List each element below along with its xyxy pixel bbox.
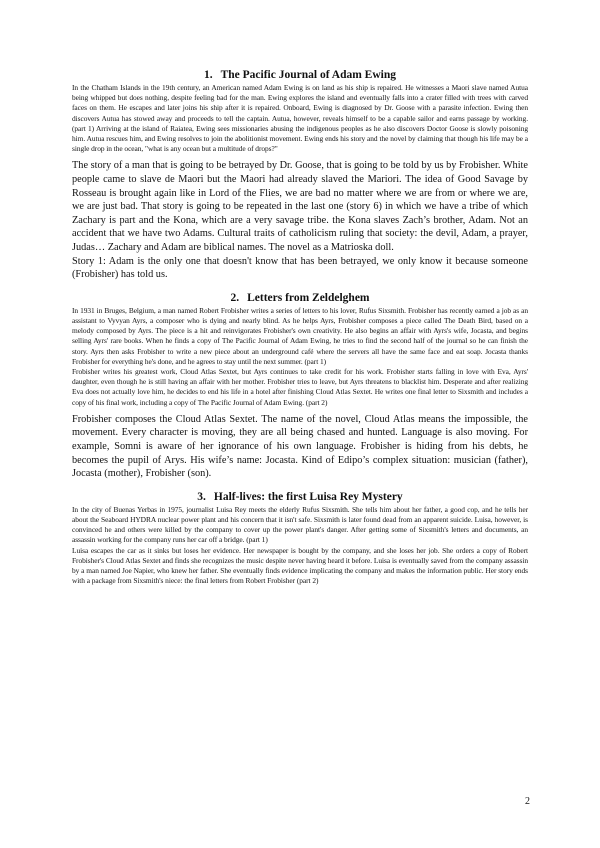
- section-summary: Luisa escapes the car as it sinks but loses her evidence. Her newspaper is bought by the company, and she loses her job. She orders a copy of Robert Frobisher's Cloud Atlas Sextet and finds she recognizes the music despite never having heard it before. Luisa is eventually saved from the company assassin by a man named Joe Napier, who knew her father. She eventually finds evidence implicating the company and makes the information public. Her story ends with a package from Sixsmith's niece: the final letters from Robert Frobisher (part 2): [72, 545, 528, 586]
- section-heading: [72, 291, 528, 306]
- section-number: 3.: [197, 490, 206, 503]
- section-summary: In 1931 in Bruges, Belgium, a man named Robert Frobisher writes a series of letters to his lover, Rufus Sixsmith. Frobisher has recently earned a job as an assistant to Vyvyan Ayrs, a composer who is dying and nearly blind. As he helps Ayrs, Frobisher composes a piece called The Death Bird, based on a melody composed by Ayrs. The piece is a hit and reinvigorates Frobisher's own creativity. He also begins an affair with Ayrs's wife, Jocasta, and begins selling Ayrs' rare books. When he finds a copy of The Pacific Journal of Adam Ewing, he tries to find the second half of the journal so he can finish the story. Ayrs then asks Frobisher to write a new piece about an underground café where the servers all have the same face and eat soap. Jocasta thanks Frobisher for everything he's done, and he agrees to stay until the next summer. (part 1): [72, 305, 528, 366]
- page-number: 2: [525, 796, 530, 807]
- section-summary: In the Chatham Islands in the 19th century, an American named Adam Ewing is on land as his ship is repaired. He witnesses a Maori slave named Autua being whipped but does nothing, despite feeling bad for the man. Ewing explores the island and eventually falls into a crater filled with trees with carved faces on them. He escapes and later joins his ship after it is repaired. Onboard, Ewing is diagnosed by Dr. Goose with a parasite infection. Ewing then discovers Autua has stowed away and proceeds to tell the captain. Autua, however, reveals himself to be a capable sailor and earns passage by working. (part 1) Arriving at the island of Raiatea, Ewing sees missionaries abusing the indigenous peoples as he also discovers Doctor Goose is slowly poisoning him. Autua rescues him, and Ewing resolves to join the abolitionist movement. Ewing ends his story and the novel by claiming that though his life may be a single drop in the ocean, "what is any ocean but a multitude of drops?": [72, 83, 528, 154]
- section-title: Half-lives: the first Luisa Rey Mystery: [213, 490, 403, 503]
- section-title: The Pacific Journal of Adam Ewing: [220, 69, 396, 81]
- section-number: 1.: [203, 69, 213, 81]
- section-number: 2.: [230, 291, 240, 304]
- section-summary: In the city of Buenas Yerbas in 1975, journalist Luisa Rey meets the elderly Rufus Sixsmith. She tells him about her father, a good cop, and he tells her about the Seaboard HYDRA nuclear power plant and his concern that it isn't safe. Sixsmith is later found dead from an apparent suicide. Luisa, however, is convinced he and others were killed by the company to cover up the power plant's danger. After getting some of Sixsmith's letters and documents, an assassin working for the company runs her car off a bridge. (part 1): [72, 504, 528, 545]
- section-heading: [72, 490, 528, 505]
- section-notes: Frobisher composes the Cloud Atlas Sextet. The name of the novel, Cloud Atlas means the impossible, the movement. Every character is moving, they are all being chased and hunted. Language is also moving. For example, Somni is aware of her ignorance of his own language. Frobisher is hiding from his debts, he becomes the pupil of Arys. His wife’s name: Jocasta. Kind of Edipo’s complex situation: musician (father), Jocasta (mother), Frobisher (son).: [72, 413, 528, 480]
- section-notes: The story of a man that is going to be betrayed by Dr. Goose, that is going to be told by us by Frobisher. White people came to slave de Maori but the Maori had already slaved the Mariori. The idea of Good Savage by Rosseau is brought again like in Lord of the Flies, we are bad no matter where we are from or where we are, we are just bad. That story is going to be repeated in the last one (story 6) in which we have a tribe of which Zachary is part and the Kona, which are a very savage tribe. the Kona slaves Zach’s brother, Adam. Not an accident that we have two Adams. Cultural traits of catholicism ruling that society: the devil, Adam, a prayer, Judas… Zachary and Adam are biblical names. The novel as a Matrioska doll.: [72, 160, 528, 253]
- section-heading: [72, 68, 528, 83]
- section-summary: Frobisher writes his greatest work, Cloud Atlas Sextet, but Ayrs continues to take credit for his work. Frobisher starts falling in love with Eva, Ayrs' daughter, even though he is still having an affair with her mother. Frobisher tries to leave, but Ayrs threatens to blacklist him. Desperate and after realizing Eva does not actually love him, he decides to end his life in a hotel after finishing Cloud Atlas Sextet. He writes one final letter to Sixsmith and includes a copy of his final work, including a copy of The Pacific Journal of Adam Ewing. (part 2): [72, 366, 528, 407]
- section-title: Letters from Zeldelghem: [247, 291, 370, 304]
- page-content: [72, 68, 528, 586]
- section-notes: Story 1: Adam is the only one that doesn't know that has been betrayed, we only know it because someone (Frobisher) has told us.: [72, 255, 528, 281]
